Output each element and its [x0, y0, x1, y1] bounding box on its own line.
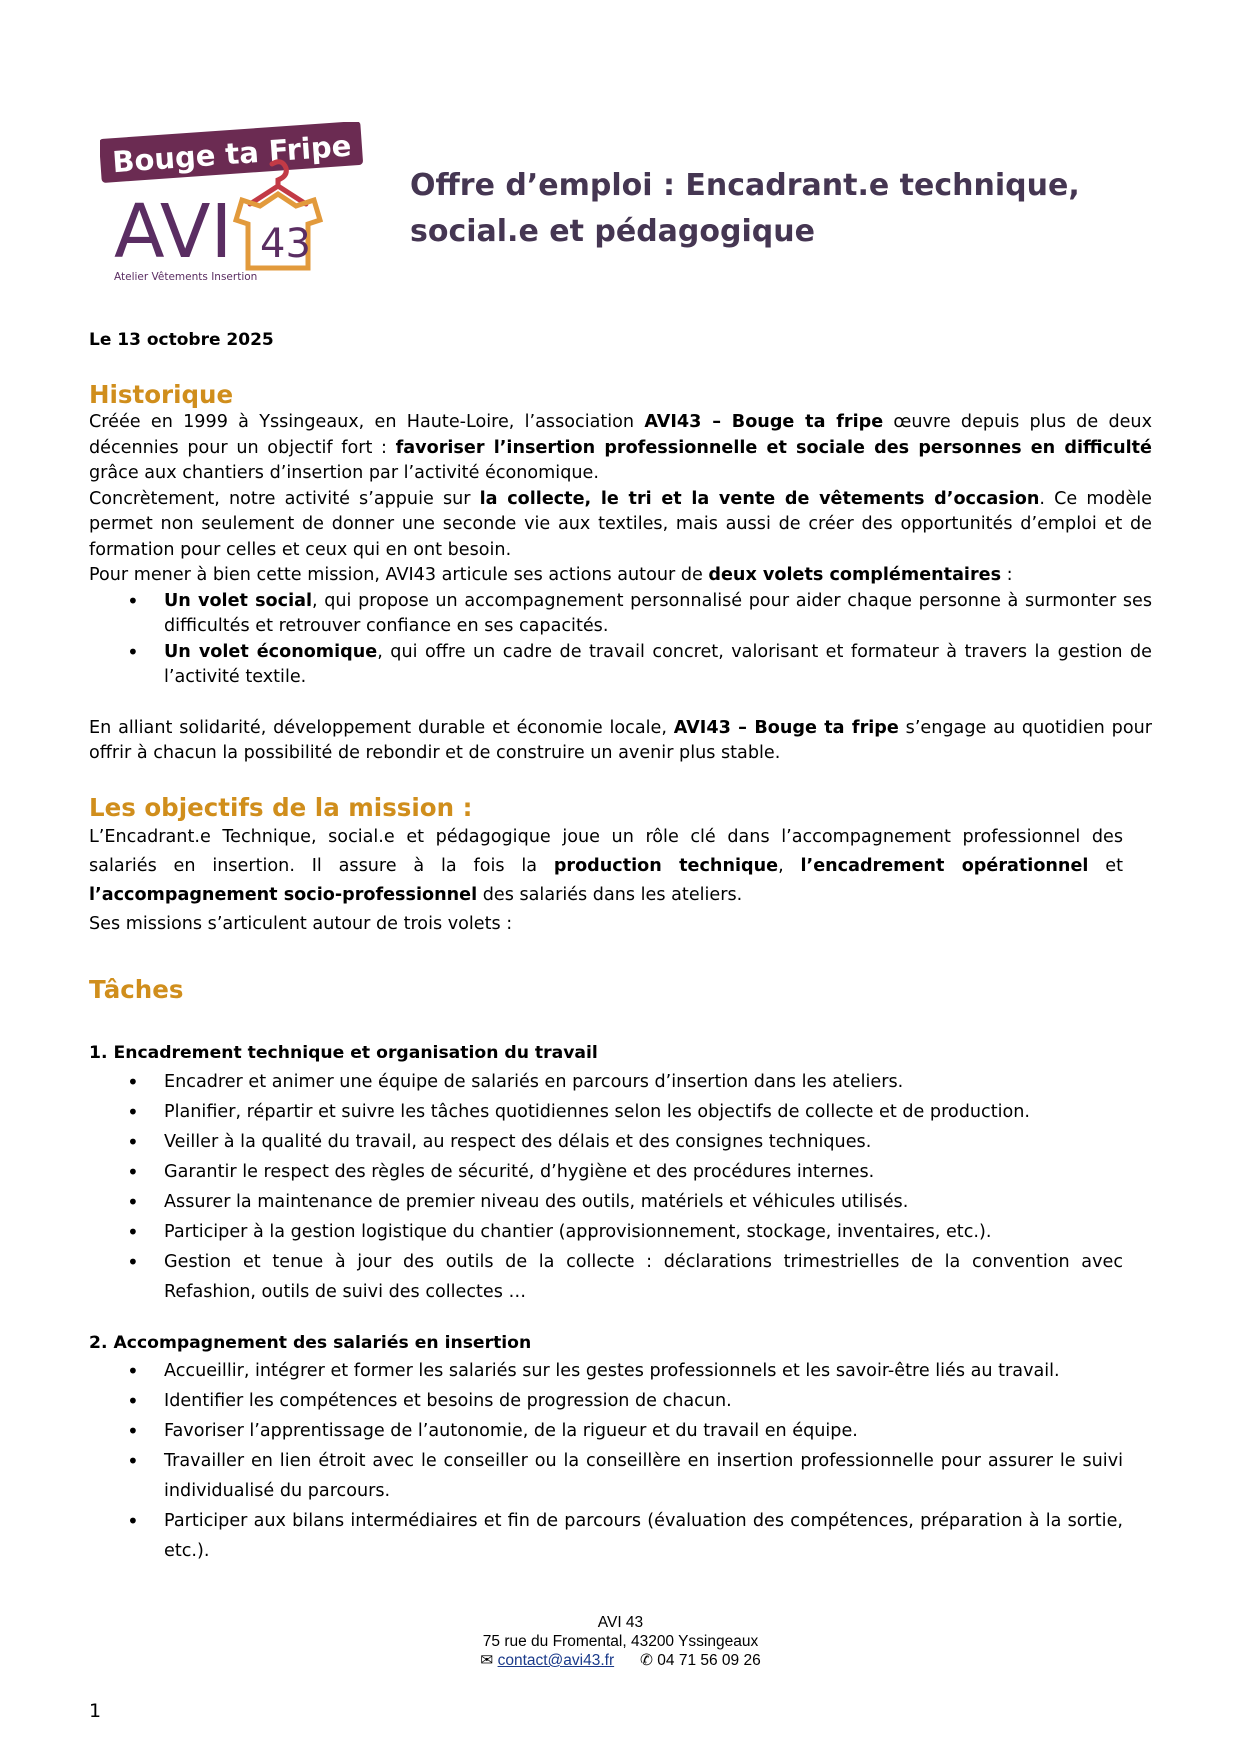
historique-paragraph-3: Pour mener à bien cette mission, AVI43 articule ses actions autour de deux volets complémentaires : [89, 565, 1013, 585]
historique-paragraph-2: Concrètement, notre activité s’appuie sur la collecte, le tri et la vente de vêtements d’occasion. Ce modèle permet non seulement de donner une seconde vie aux textiles, mais aussi de créer des opportunités d’emploi et de formation pour celles et ceux qui en ont besoin. [89, 488, 1153, 560]
page-footer [0, 1613, 1241, 1670]
task-item: • Accueillir, intégrer et former les salariés sur les gestes professionnels et les savoir-être liés au travail. [89, 1356, 1123, 1386]
footer-address: 75 rue du Fromental, 43200 Yssingeaux [482, 1633, 759, 1650]
logo-graphic [100, 122, 390, 292]
task-item: • Veiller à la qualité du travail, au respect des délais et des consignes techniques. [89, 1127, 1123, 1157]
task-item: • Participer aux bilans intermédiaires et fin de parcours (évaluation des compétences, préparation à la sortie, etc.). [89, 1506, 1123, 1566]
section-taches [89, 975, 1123, 1566]
task-item: • Travailler en lien étroit avec le conseiller ou la conseillère en insertion professionnelle pour assurer le suivi individualisé du parcours. [89, 1446, 1123, 1506]
footer-email-link[interactable]: contact@avi43.fr [497, 1652, 615, 1669]
phone-icon: ✆ [639, 1652, 653, 1669]
task-item: • Favoriser l’apprentissage de l’autonomie, de la rigueur et du travail en équipe. [89, 1416, 1123, 1446]
task-item: • Planifier, répartir et suivre les tâches quotidiennes selon les objectifs de collecte et de production. [89, 1097, 1123, 1127]
logo-banner-text: Bouge ta Fripe ! [111, 126, 376, 180]
footer-org: AVI 43 [597, 1614, 644, 1631]
job-title: Offre d’emploi : Encadrant.e technique, social.e et pédagogique [410, 168, 1080, 249]
task-item: • Encadrer et animer une équipe de salariés en parcours d’insertion dans les ateliers. [89, 1067, 1123, 1097]
task-item: • Participer à la gestion logistique du chantier (approvisionnement, stockage, inventaires, etc.). [89, 1217, 1123, 1247]
volets-list [89, 589, 1152, 691]
task-item: • Gestion et tenue à jour des outils de la collecte : déclarations trimestrielles de la convention avec Refashion, outils de suivi des collectes … [89, 1247, 1123, 1307]
section-historique [89, 380, 1152, 767]
objectifs-paragraph-2: Ses missions s’articulent autour de trois volets : [89, 914, 513, 934]
task-list-encadrement [89, 1067, 1123, 1307]
task-item: • Garantir le respect des règles de sécurité, d’hygiène et des procédures internes. [89, 1157, 1123, 1187]
footer-contact [0, 1651, 1241, 1670]
volet-item: • Un volet économique, qui offre un cadre de travail concret, valorisant et formateur à travers la gestion de l’activité textile. [89, 640, 1152, 691]
section-objectifs [89, 793, 1152, 939]
task-section-title: 1. Encadrement technique et organisation du travail [89, 1043, 598, 1063]
logo-avi-text: AVI [114, 189, 233, 275]
heading-historique: Historique [89, 380, 234, 409]
historique-paragraph-1: Créée en 1999 à Yssingeaux, en Haute-Loire, l’association AVI43 – Bouge ta fripe œuvre depuis plus de deux décennies pour un objectif fort : favoriser l’insertion professionnelle et sociale des personnes en difficulté grâce aux chantiers d’insertion par l’activité économique. [89, 412, 1152, 483]
document-date: Le 13 octobre 2025 [89, 330, 274, 350]
heading-objectifs: Les objectifs de la mission : [89, 793, 473, 822]
page-number: 1 [89, 1700, 102, 1722]
objectifs-paragraph-1: L’Encadrant.e Technique, social.e et pédagogique joue un rôle clé dans l’accompagnement professionnel des salariés en insertion. Il assure à la fois la production technique, l’encadrement opérationnel et l’accompagnement socio-professionnel des salariés dans les ateliers. [89, 827, 1123, 905]
avi43-logo [100, 122, 390, 292]
logo-number-text: 43 [260, 221, 311, 267]
volet-item: • Un volet social, qui propose un accompagnement personnalisé pour aider chaque personne à surmonter ses difficultés et retrouver confiance en ses capacités. [89, 589, 1152, 640]
task-list-accompagnement [89, 1356, 1123, 1566]
task-item: • Identifier les compétences et besoins de progression de chacun. [89, 1386, 1123, 1416]
task-section-title: 2. Accompagnement des salariés en insertion [89, 1332, 532, 1353]
envelope-icon: ✉ [480, 1652, 494, 1669]
heading-taches: Tâches [89, 975, 184, 1004]
footer-phone: 04 71 56 09 26 [657, 1652, 761, 1669]
historique-paragraph-4: En alliant solidarité, développement durable et économie locale, AVI43 – Bouge ta fripe s’engage au quotidien pour offrir à chacun la possibilité de rebondir et de construire un avenir plus stable. [89, 717, 1152, 763]
logo-tagline: Atelier Vêtements Insertion [114, 271, 258, 283]
task-item: • Assurer la maintenance de premier niveau des outils, matériels et véhicules utilisés. [89, 1187, 1123, 1217]
